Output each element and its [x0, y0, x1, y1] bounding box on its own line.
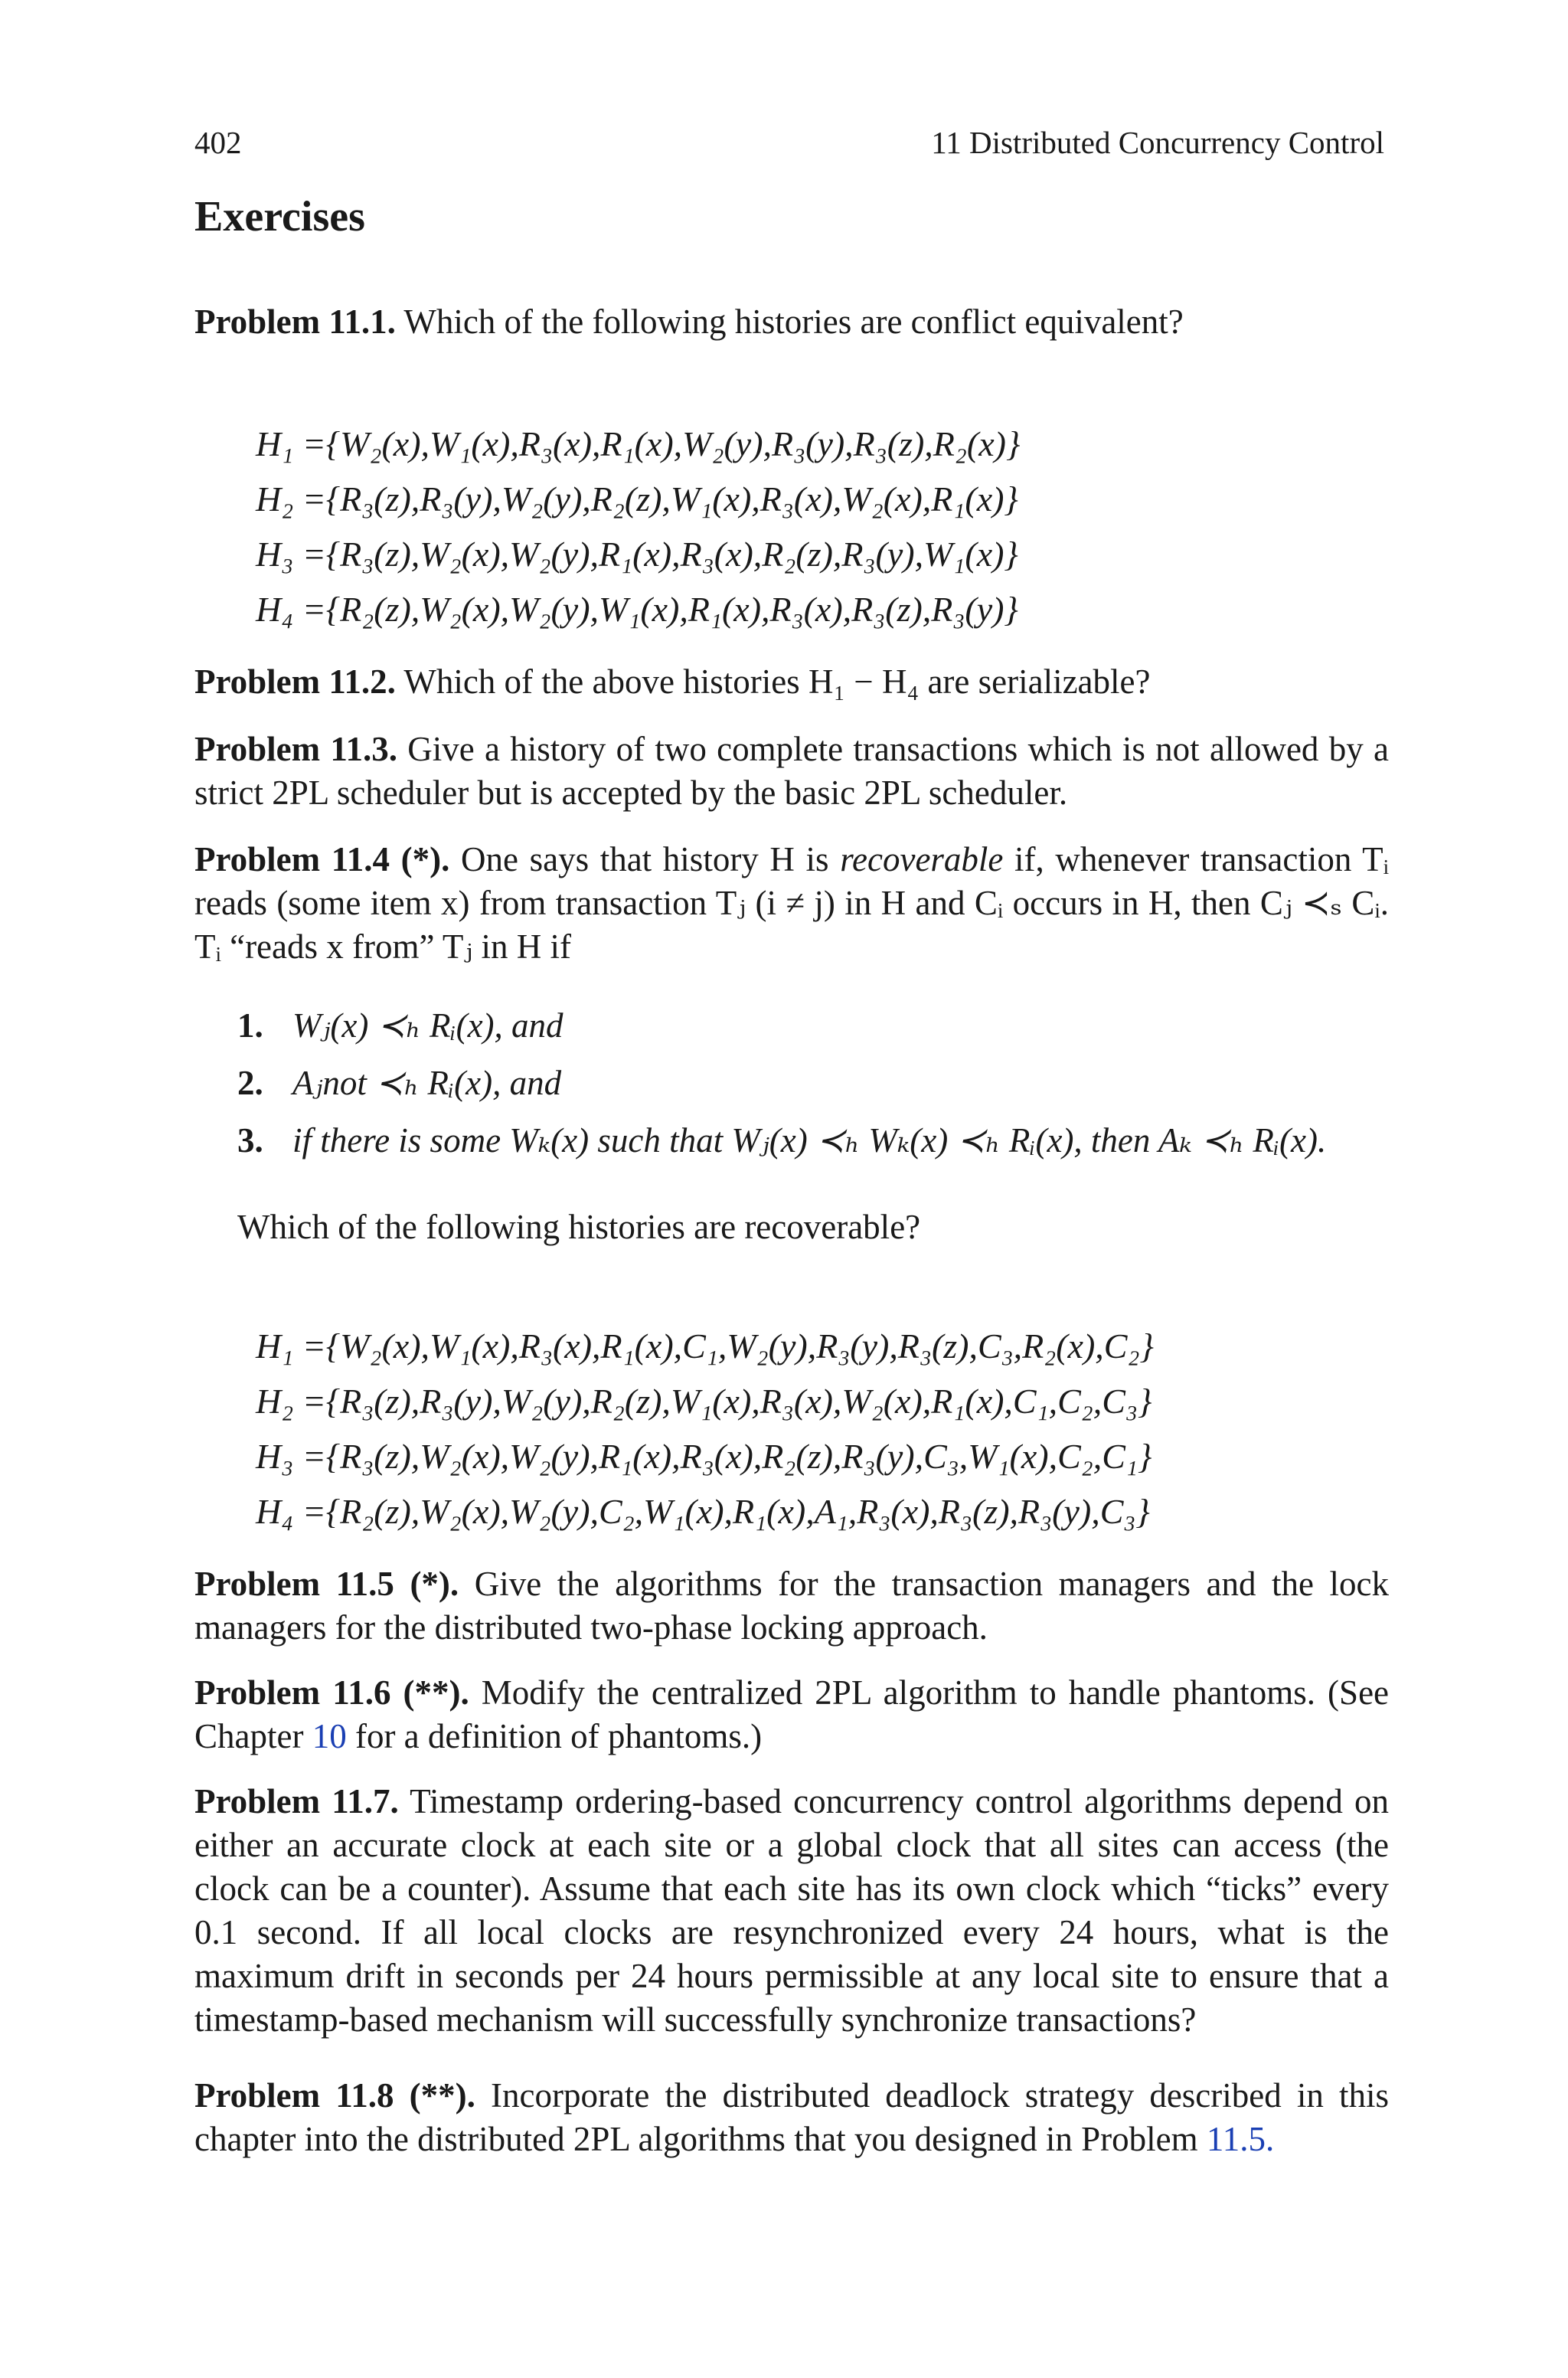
history-h3: H₃ ={R₃(z),W₂(x),W₂(y),R₁(x),R₃(x),R₂(z),R₃(y),C₃,W₁(x),C₂,C₁} — [256, 1437, 1152, 1476]
problem-text: Timestamp ordering-based concurrency control algorithms depend on either an accurate clock at each site or a global clock that all sites can access (the clock can be a counter). Assume that each site has its own clock which “ticks” every 0.1 second. If all local clocks are resynchronized every 24 hours, what is the maximum drift in seconds per 24 hours permissible at any local site to ensure that a timestamp-based mechanism will successfully synchronize transactions? — [194, 1782, 1389, 2039]
history-h1: H₁ ={W₂(x),W₁(x),R₃(x),R₁(x),C₁,W₂(y),R₃(y),R₃(z),C₃,R₂(x),C₂} — [256, 1326, 1154, 1366]
recoverable-question: Which of the following histories are recoverable? — [237, 1208, 921, 1246]
problem-text: Which of the following histories are conflict equivalent? — [403, 303, 1184, 341]
history-h4: H₄ ={R₂(z),W₂(x),W₂(y),W₁(x),R₁(x),R₃(x),R₃(z),R₃(y)} — [256, 590, 1018, 629]
condition-number: 2. — [237, 1064, 263, 1102]
section-title: Exercises — [194, 193, 365, 240]
running-title: 11 Distributed Concurrency Control — [931, 125, 1384, 160]
history-set-1 — [256, 417, 1020, 637]
problem-link[interactable]: 11.5. — [1206, 2120, 1275, 2158]
problem-11-4 — [194, 838, 1389, 969]
problem-11-7 — [194, 1780, 1389, 2042]
problem-11-1 — [194, 300, 1389, 344]
problem-text-b: for a definition of phantoms.) — [354, 1717, 763, 1755]
history-set-2 — [256, 1319, 1154, 1539]
condition-number: 1. — [237, 1006, 263, 1045]
chapter-link[interactable]: 10 — [312, 1717, 347, 1755]
problem-label: Problem 11.6 (**). — [194, 1673, 469, 1712]
problem-11-5 — [194, 1562, 1389, 1650]
condition-text: Wⱼ(x) ≺ₕ Rᵢ(x), and — [292, 1006, 564, 1045]
history-h2: H₂ ={R₃(z),R₃(y),W₂(y),R₂(z),W₁(x),R₃(x),W₂(x),R₁(x),C₁,C₂,C₃} — [256, 1382, 1152, 1421]
problem-text-emphasis: recoverable — [840, 840, 1004, 878]
condition-text: if there is some Wₖ(x) such that Wⱼ(x) ≺ₕ Wₖ(x) ≺ₕ Rᵢ(x), then Aₖ ≺ₕ Rᵢ(x). — [292, 1121, 1327, 1160]
problem-label: Problem 11.5 (*). — [194, 1565, 459, 1603]
problem-11-2 — [194, 660, 1389, 704]
condition-number: 3. — [237, 1121, 263, 1160]
problem-label: Problem 11.7. — [194, 1782, 399, 1820]
history-h4: H₄ ={R₂(z),W₂(x),W₂(y),C₂,W₁(x),R₁(x),A₁,R₃(x),R₃(z),R₃(y),C₃} — [256, 1492, 1150, 1531]
problem-11-6 — [194, 1671, 1389, 1758]
problem-text-a: Modify the centralized 2PL algorithm to handle phantoms. (See Chapter — [194, 1673, 1390, 1755]
problem-text: Give a history of two complete transactions which is not allowed by a strict 2PL scheduler but is accepted by the basic 2PL scheduler. — [194, 730, 1389, 812]
condition-item — [237, 1055, 1326, 1112]
condition-item — [237, 997, 1326, 1055]
problem-label: Problem 11.1. — [194, 303, 396, 341]
problem-11-3 — [194, 728, 1389, 815]
problem-text: Which of the above histories H₁ − H₄ are serializable? — [403, 662, 1151, 701]
condition-text: Aⱼnot ≺ₕ Rᵢ(x), and — [292, 1064, 562, 1102]
problem-label: Problem 11.8 (**). — [194, 2076, 475, 2115]
problem-label: Problem 11.2. — [194, 662, 396, 701]
problem-text: Give the algorithms for the transaction managers and the lock managers for the distributed two-phase locking approach. — [194, 1565, 1390, 1647]
history-h1: H₁ ={W₂(x),W₁(x),R₃(x),R₁(x),W₂(y),R₃(y),R₃(z),R₂(x)} — [256, 424, 1021, 463]
problem-text-b: if, whenever transaction Tᵢ reads (some item x) from transaction Tⱼ (i ≠ j) in H and Cᵢ occurs in H, then Cⱼ ≺ₛ Cᵢ. Tᵢ “reads x from” Tⱼ in H if — [194, 840, 1390, 966]
problem-text-a: One says that history H is — [461, 840, 829, 878]
problem-label: Problem 11.3. — [194, 730, 397, 768]
history-h2: H₂ ={R₃(z),R₃(y),W₂(y),R₂(z),W₁(x),R₃(x),W₂(x),R₁(x)} — [256, 479, 1018, 518]
problem-label: Problem 11.4 (*). — [194, 840, 450, 878]
problem-11-8 — [194, 2074, 1389, 2161]
history-h3: H₃ ={R₃(z),W₂(x),W₂(y),R₁(x),R₃(x),R₂(z),R₃(y),W₁(x)} — [256, 535, 1018, 574]
condition-item — [237, 1112, 1326, 1169]
condition-list — [237, 997, 1326, 1169]
page-number: 402 — [194, 125, 242, 160]
problem-text: Incorporate the distributed deadlock strategy described in this chapter into the distributed 2PL algorithms that you designed in Problem — [194, 2076, 1389, 2158]
